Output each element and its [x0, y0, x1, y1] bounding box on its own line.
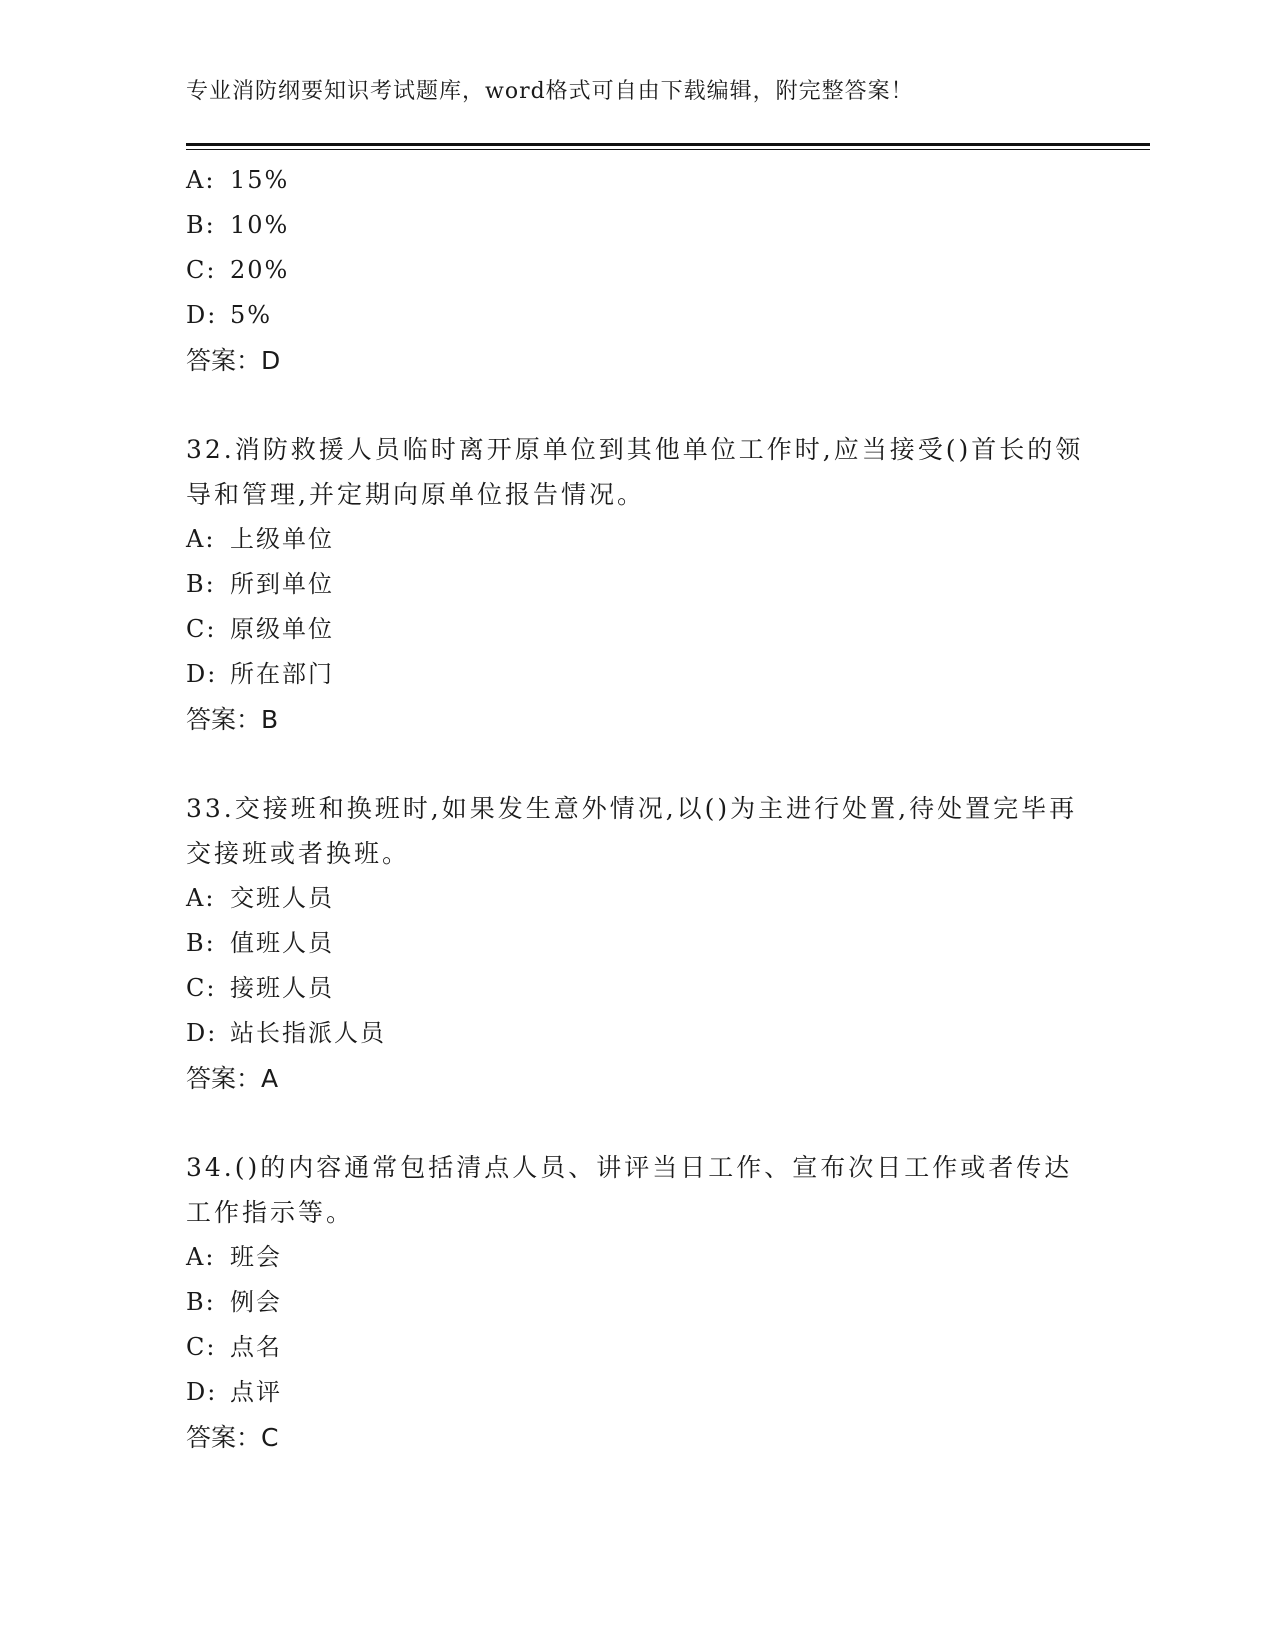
option-letter: A:	[186, 166, 216, 194]
option-letter: D:	[186, 1019, 218, 1047]
question-block-32	[186, 427, 1150, 742]
header-rule-thick	[186, 143, 1150, 146]
option-a	[186, 517, 1150, 562]
option-text: 点名	[230, 1333, 282, 1361]
option-letter: B:	[186, 929, 216, 957]
option-b	[186, 1280, 1150, 1325]
option-text: 20%	[230, 256, 290, 284]
option-b	[186, 203, 1150, 248]
option-a	[186, 876, 1150, 921]
question-block-34	[186, 1145, 1150, 1460]
option-letter: C:	[186, 1333, 217, 1361]
option-text: 例会	[230, 1288, 282, 1316]
option-a	[186, 1235, 1150, 1280]
option-text: 所到单位	[230, 570, 334, 598]
question-list	[186, 158, 1150, 1460]
option-letter: B:	[186, 1288, 216, 1316]
option-text: 原级单位	[230, 615, 334, 643]
answer-line: 答案：C	[186, 1423, 279, 1452]
option-text: 5%	[230, 301, 273, 329]
option-letter: A:	[186, 884, 216, 912]
option-text: 所在部门	[230, 660, 334, 688]
partial-question-block	[186, 158, 1150, 383]
option-b	[186, 921, 1150, 966]
option-text: 上级单位	[230, 525, 334, 553]
option-b	[186, 562, 1150, 607]
question-text: 34.()的内容通常包括清点人员、讲评当日工作、宣布次日工作或者传达工作指示等。	[186, 1153, 1073, 1227]
question-text: 33.交接班和换班时,如果发生意外情况,以()为主进行处置,待处置完毕再交接班或者换班。	[186, 794, 1078, 868]
option-text: 交班人员	[230, 884, 334, 912]
answer-line: 答案：D	[186, 346, 281, 375]
option-text: 10%	[230, 211, 290, 239]
option-text: 值班人员	[230, 929, 334, 957]
answer-line: 答案：B	[186, 705, 279, 734]
option-c	[186, 248, 1150, 293]
question-block-33	[186, 786, 1150, 1101]
option-letter: B:	[186, 211, 216, 239]
option-letter: A:	[186, 525, 216, 553]
option-text: 站长指派人员	[230, 1019, 386, 1047]
option-c	[186, 607, 1150, 652]
option-a	[186, 158, 1150, 203]
option-d	[186, 293, 1150, 338]
option-d	[186, 652, 1150, 697]
page-header: 专业消防纲要知识考试题库，word格式可自由下载编辑，附完整答案！	[186, 79, 914, 104]
answer-line: 答案：A	[186, 1064, 279, 1093]
option-text: 15%	[230, 166, 290, 194]
option-text: 接班人员	[230, 974, 334, 1002]
option-d	[186, 1011, 1150, 1056]
option-letter: D:	[186, 660, 218, 688]
option-text: 点评	[230, 1378, 282, 1406]
option-letter: D:	[186, 1378, 218, 1406]
option-letter: C:	[186, 256, 217, 284]
option-letter: B:	[186, 570, 216, 598]
question-text: 32.消防救援人员临时离开原单位到其他单位工作时,应当接受()首长的领导和管理,并定期向原单位报告情况。	[186, 435, 1084, 509]
option-letter: C:	[186, 974, 217, 1002]
option-c	[186, 966, 1150, 1011]
header-rule-thin	[186, 149, 1150, 150]
option-letter: C:	[186, 615, 217, 643]
option-letter: D:	[186, 301, 218, 329]
option-c	[186, 1325, 1150, 1370]
option-letter: A:	[186, 1243, 216, 1271]
option-d	[186, 1370, 1150, 1415]
option-text: 班会	[230, 1243, 282, 1271]
